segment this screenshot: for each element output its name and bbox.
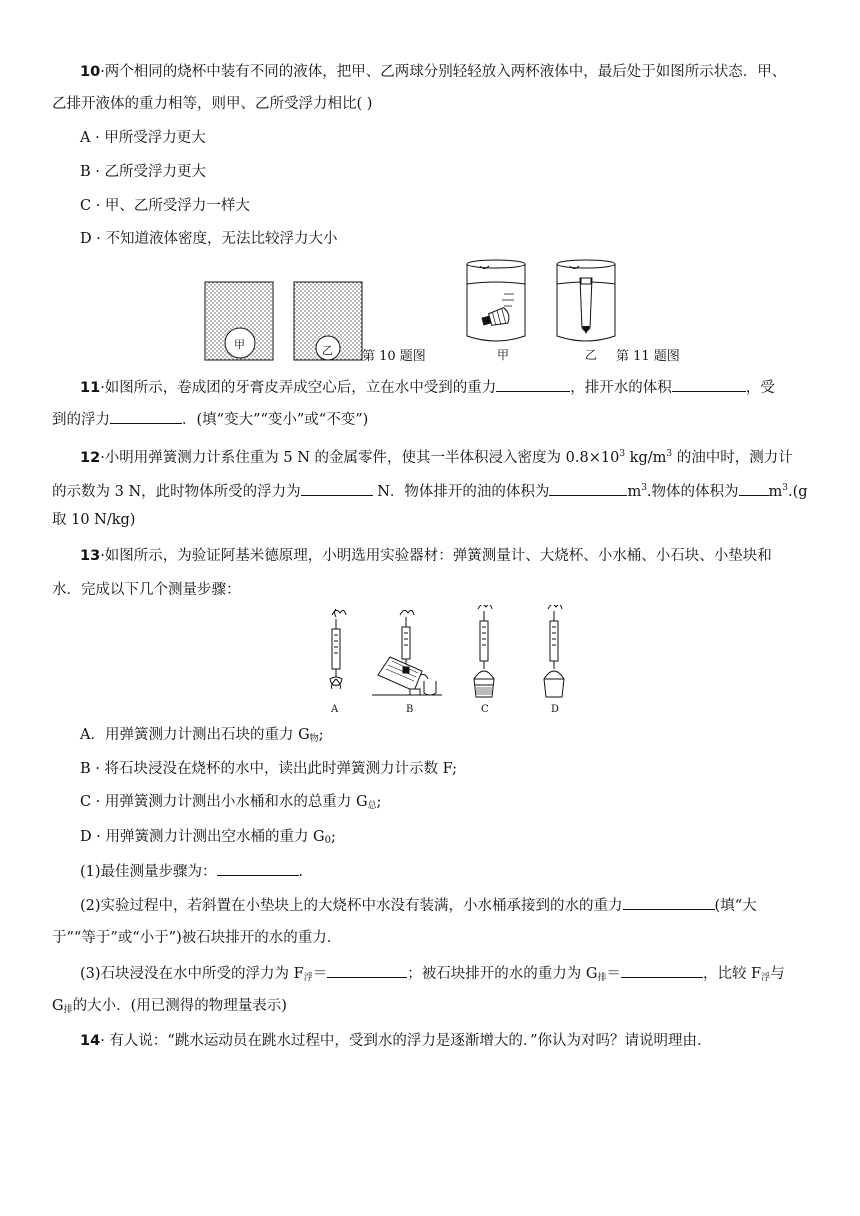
q13-number: 13 (80, 548, 101, 564)
q10-ball-yi-label: 乙 (322, 344, 333, 357)
q13-blank-g-displaced[interactable] (621, 962, 703, 978)
q11-line1: 11·如图所示，卷成团的牙膏皮弄成空心后，立在水中受到的重力 ，排开水的体积 ，受 (80, 376, 775, 398)
q13-fig-label-a: A (331, 704, 339, 715)
q13-line2: 水．完成以下几个测量步骤： (52, 582, 241, 598)
q13-part2-line2: 于”“等于”或“小于”)被石块排开的水的重力． (52, 930, 342, 946)
q12-line2: 的示数为 3 N，此时物体所受的浮力为 N．物体排开的油的体积为 $m^3$.物体的体积为 $m^3.(g$ (52, 478, 808, 502)
q12-blank-oil-volume[interactable] (549, 480, 627, 496)
q11-line2: 到的浮力 ．(填“变大”“变小”或“不变”) (52, 408, 368, 430)
q13-fig-label-b: B (406, 704, 414, 715)
q13-line1: 13·如图所示，为验证阿基米德原理，小明选用实验器材：弹簧测量计、大烧杯、小水桶、小石块、小垫块和 (80, 548, 772, 564)
q14-number: 14 (80, 1033, 101, 1049)
q10-option-d: D · 不知道液体密度，无法比较浮力大小 (80, 231, 338, 247)
q10-option-c: C · 甲、乙所受浮力一样大 (80, 198, 250, 214)
q11-blank-volume[interactable] (672, 376, 746, 392)
q13-figure (310, 605, 580, 705)
q12-line3: 取 10 N/kg) (52, 512, 136, 528)
q10-line2: 乙排开液体的重力相等，则甲、乙所受浮力相比( ) (52, 96, 373, 112)
q13-blank-steps[interactable] (217, 860, 299, 876)
q13-blank-f-buoyancy[interactable] (327, 962, 407, 978)
q12-blank-buoyancy[interactable] (301, 480, 373, 496)
q11-blank-buoyancy[interactable] (110, 408, 182, 424)
q11-fig-yi-label: 乙 (585, 348, 598, 362)
q10-line1: 10·两个相同的烧杯中装有不同的液体，把甲、乙两球分别轻轻放入两杯液体中，最后处于如图所示状态．甲、 (80, 64, 787, 80)
q11-figure (460, 256, 630, 346)
q13-part1: (1)最佳测量步骤为： ． (80, 860, 313, 882)
q13-fig-label-c: C (481, 704, 489, 715)
q10-caption: 第 10 题图 (362, 349, 426, 364)
q10-number: 10 (80, 64, 101, 80)
q12-number: 12 (80, 449, 101, 466)
q12-blank-object-volume[interactable] (739, 480, 769, 496)
q13-part3-line1: (3)石块浸没在水中所受的浮力为 $F_浮=$ ；被石块排开的水的重力为 $G_排=$ ，比较 $F_浮$与 (80, 962, 785, 988)
q10-option-b: B · 乙所受浮力更大 (80, 164, 206, 180)
q11-blank-gravity[interactable] (496, 376, 570, 392)
q13-step-b: B · 将石块浸没在烧杯的水中，读出此时弹簧测力计示数 F; (80, 761, 458, 777)
q13-part2-line1: (2)实验过程中，若斜置在小垫块上的大烧杯中水没有装满，小水桶承接到的水的重力 (填“大 (80, 894, 757, 916)
q11-number: 11 (80, 380, 101, 396)
q14-line1: 14· 有人说：“跳水运动员在跳水过程中，受到水的浮力是逐渐增大的．”你认为对吗？请说明理由． (80, 1033, 712, 1049)
q13-fig-label-d: D (551, 704, 560, 715)
q10-option-a: A · 甲所受浮力更大 (80, 130, 206, 146)
q13-step-a: A．用弹簧测力计测出石块的重力 $G_物$; (80, 727, 324, 744)
q13-step-d: D · 用弹簧测力计测出空水桶的重力 $G_0$; (80, 829, 336, 846)
q11-caption: 第 11 题图 (616, 349, 680, 364)
q12-line1: 12·小明用弹簧测力计系住重为 5 N 的金属零件，使其一半体积浸入密度为 $0.8\times 10^3$ $kg/m^3$ 的油中时，测力计 (80, 449, 793, 466)
q13-step-c: C · 用弹簧测力计测出小水桶和水的总重力 $G_总$; (80, 794, 382, 811)
q11-fig-jia-label: 甲 (497, 348, 510, 362)
q13-blank-compare[interactable] (623, 894, 715, 910)
q13-part3-line2: $G_排$的大小．(用已测得的物理量表示) (52, 998, 287, 1015)
q10-ball-jia-label: 甲 (234, 338, 245, 351)
q10-figure (200, 278, 370, 364)
